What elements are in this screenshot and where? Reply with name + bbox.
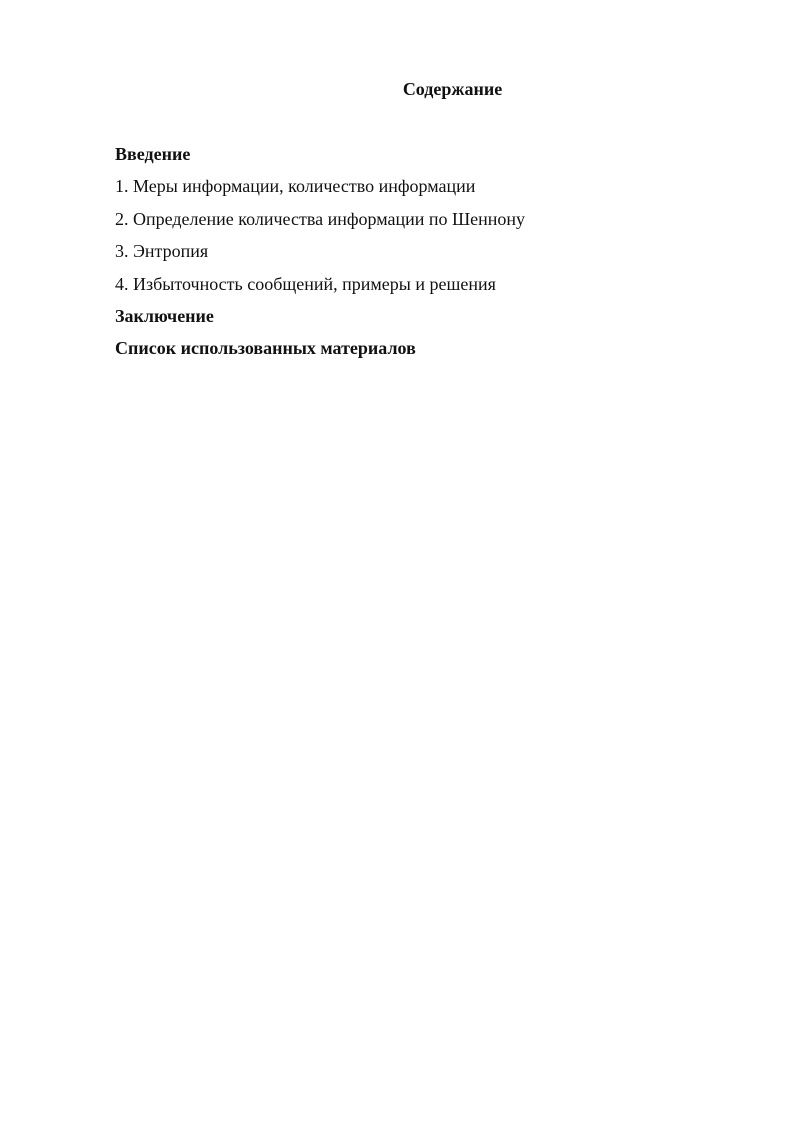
table-of-contents [115,143,715,370]
toc-item-introduction: Введение [115,144,191,164]
toc-item-conclusion: Заключение [115,305,214,326]
toc-item-chapter-3: 3. Энтропия [115,241,209,262]
toc-item-chapter-1: 1. Меры информации, количество информации [115,176,476,197]
toc-item-chapter-4: 4. Избыточность сообщений, примеры и решения [115,273,496,294]
page-title: Содержание [402,79,503,99]
toc-item-references: Список использованных материалов [115,338,416,359]
toc-item-chapter-2: 2. Определение количества информации по Шеннону [115,208,526,229]
